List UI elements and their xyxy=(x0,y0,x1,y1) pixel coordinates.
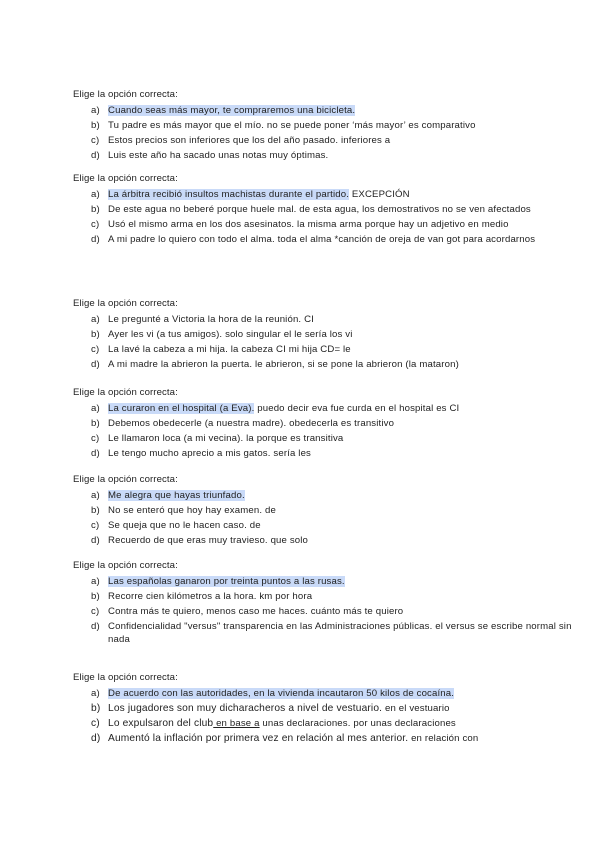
question-4 xyxy=(73,387,573,462)
option-note: toda el alma *canción de oreja de van got para acordarnos xyxy=(274,234,536,245)
option-note: km por hora xyxy=(256,591,313,602)
option-text: Tu padre es más mayor que el mío. xyxy=(108,120,265,131)
question-prompt: Elige la opción correcta: xyxy=(73,387,178,398)
option-b[interactable]: b) De este agua no beberé porque huele mal. de esta agua, los demostrativos no se ven afectados xyxy=(91,204,531,215)
option-c[interactable]: c) Contra más te quiero, menos caso me haces. cuánto más te quiero xyxy=(91,606,404,617)
option-c[interactable]: c) Se queja que no le hacen caso. de xyxy=(91,520,261,531)
question-prompt: Elige la opción correcta: xyxy=(73,298,178,309)
option-c[interactable]: c) Estos precios son inferiores que los del año pasado. inferiores a xyxy=(91,135,391,146)
option-text: La árbitra recibió insultos machistas durante el partido. xyxy=(108,189,350,200)
option-text: Contra más te quiero, menos caso me haces. xyxy=(108,606,308,617)
option-d[interactable]: d) Confidencialidad "versus" transparencia en las Administraciones públicas. el versus se escribe normal sin nada xyxy=(91,621,572,646)
question-3 xyxy=(73,298,573,373)
option-text: Cuando seas más mayor, te compraremos una bicicleta. xyxy=(108,105,356,116)
option-text: Recuerdo de que eras muy travieso. xyxy=(108,535,268,546)
option-b[interactable]: b) Tu padre es más mayor que el mío. no se puede poner ‘más mayor’ es comparativo xyxy=(91,120,476,131)
option-note: le abrieron, si se pone la abrieron (la mataron) xyxy=(252,359,459,370)
option-note: en relación con xyxy=(408,733,479,744)
option-note: de xyxy=(262,505,276,516)
option-text: La lavé la cabeza a mi hija. xyxy=(108,344,228,355)
option-a[interactable]: a) De acuerdo con las autoridades, en la vivienda incautaron 50 kilos de cocaína. xyxy=(91,688,455,699)
option-text: Aumentó la inflación por primera vez en relación al mes anterior. xyxy=(108,733,409,744)
option-c[interactable]: c) Usó el mismo arma en los dos asesinatos. la misma arma porque hay un adjetivo en medio xyxy=(91,219,509,230)
option-note: la misma arma porque hay un adjetivo en medio xyxy=(294,219,509,230)
option-b[interactable]: b) Recorre cien kilómetros a la hora. km por hora xyxy=(91,591,313,602)
option-c[interactable]: c) Lo expulsaron del club en base a unas declaraciones. por unas declaraciones xyxy=(91,718,456,729)
option-b[interactable]: b) Ayer les vi (a tus amigos). solo singular el le sería los vi xyxy=(91,329,353,340)
question-7 xyxy=(73,672,573,747)
option-b[interactable]: b) Los jugadores son muy dicharacheros a nivel de vestuario. en el vestuario xyxy=(91,703,450,714)
option-note: cuánto más te quiero xyxy=(307,606,404,617)
option-text: Debemos obedecerle (a nuestra madre). xyxy=(108,418,287,429)
option-text: A mi madre la abrieron la puerta. xyxy=(108,359,253,370)
option-text: Me alegra que hayas triunfado. xyxy=(108,490,245,501)
option-note: inferiores a xyxy=(338,135,391,146)
option-note: la porque es transitiva xyxy=(243,433,344,444)
option-text: Luis este año ha sacado unas notas muy óptimas. xyxy=(108,150,329,161)
question-5 xyxy=(73,474,573,549)
option-note: EXCEPCIÓN xyxy=(349,189,410,200)
option-text: Los jugadores son muy dicharacheros a nivel de vestuario. xyxy=(108,703,383,714)
option-text: Se queja que no le hacen caso. xyxy=(108,520,247,531)
option-text: A mi padre lo quiero con todo el alma. xyxy=(108,234,275,245)
option-text: Le llamaron loca (a mi vecina). xyxy=(108,433,244,444)
option-underlined: en base a xyxy=(213,718,260,729)
option-note: que solo xyxy=(267,535,309,546)
option-note: CI xyxy=(301,314,314,325)
question-prompt: Elige la opción correcta: xyxy=(73,672,178,683)
option-note: por unas declaraciones xyxy=(350,718,456,729)
option-text: Lo expulsaron del club xyxy=(108,718,214,729)
option-text: La curaron en el hospital (a Eva). xyxy=(108,403,255,414)
question-prompt: Elige la opción correcta: xyxy=(73,173,178,184)
option-note: de xyxy=(246,520,261,531)
option-note: sería les xyxy=(270,448,312,459)
option-text: Las españolas ganaron por treinta puntos a las rusas. xyxy=(108,576,345,587)
option-note: no se puede poner ‘más mayor’ es comparativo xyxy=(264,120,476,131)
option-note: la cabeza CI mi hija CD= le xyxy=(227,344,351,355)
option-note: en el vestuario xyxy=(382,703,450,714)
option-a[interactable]: a) La curaron en el hospital (a Eva). puedo decir eva fue curda en el hospital es CI xyxy=(91,403,460,414)
question-1 xyxy=(73,89,573,164)
option-text: De este agua no beberé porque huele mal. xyxy=(108,204,297,215)
option-b[interactable]: b) No se enteró que hoy hay examen. de xyxy=(91,505,276,516)
option-text: Le pregunté a Victoria la hora de la reunión. xyxy=(108,314,302,325)
option-d[interactable]: d) A mi madre la abrieron la puerta. le abrieron, si se pone la abrieron (la mataron) xyxy=(91,359,459,370)
question-prompt: Elige la opción correcta: xyxy=(73,474,178,485)
option-b[interactable]: b) Debemos obedecerle (a nuestra madre). obedecerla es transitivo xyxy=(91,418,395,429)
option-text: Confidencialidad "versus" transparencia en las Administraciones públicas. xyxy=(108,621,433,632)
option-text: De acuerdo con las autoridades, en la vivienda incautaron 50 kilos de cocaína. xyxy=(108,688,455,699)
option-c[interactable]: c) Le llamaron loca (a mi vecina). la porque es transitiva xyxy=(91,433,344,444)
option-d[interactable]: d) A mi padre lo quiero con todo el alma. toda el alma *canción de oreja de van got para acordarnos xyxy=(91,234,536,245)
option-c[interactable]: c) La lavé la cabeza a mi hija. la cabeza CI mi hija CD= le xyxy=(91,344,351,355)
option-a[interactable]: a) Las españolas ganaron por treinta puntos a las rusas. xyxy=(91,576,345,587)
option-a[interactable]: a) Me alegra que hayas triunfado. xyxy=(91,490,245,501)
option-d[interactable]: d) Le tengo mucho aprecio a mis gatos. sería les xyxy=(91,448,312,459)
question-prompt: Elige la opción correcta: xyxy=(73,89,178,100)
option-a[interactable]: a) Le pregunté a Victoria la hora de la reunión. CI xyxy=(91,314,314,325)
question-2 xyxy=(73,173,573,248)
option-text: Ayer les vi (a tus amigos). xyxy=(108,329,223,340)
option-note: obedecerla es transitivo xyxy=(286,418,395,429)
option-note: de esta agua, los demostrativos no se ven afectados xyxy=(296,204,531,215)
question-prompt: Elige la opción correcta: xyxy=(73,560,178,571)
question-6 xyxy=(73,560,573,648)
option-note: solo singular el le sería los vi xyxy=(222,329,353,340)
option-text: Le tengo mucho aprecio a mis gatos. xyxy=(108,448,271,459)
option-note: el versus se escribe normal sin nada xyxy=(108,621,572,646)
option-text-after: unas declaraciones. xyxy=(259,718,351,729)
option-d[interactable]: d) Recuerdo de que eras muy travieso. que solo xyxy=(91,535,309,546)
option-text: Usó el mismo arma en los dos asesinatos. xyxy=(108,219,295,230)
option-text: Estos precios son inferiores que los del año pasado. xyxy=(108,135,339,146)
option-a[interactable]: a) La árbitra recibió insultos machistas durante el partido. EXCEPCIÓN xyxy=(91,189,410,200)
option-text: No se enteró que hoy hay examen. xyxy=(108,505,263,516)
option-text: Recorre cien kilómetros a la hora. xyxy=(108,591,257,602)
option-d[interactable]: d) Aumentó la inflación por primera vez en relación al mes anterior. en relación con xyxy=(91,733,479,744)
option-note: puedo decir eva fue curda en el hospital es CI xyxy=(254,403,460,414)
option-d[interactable]: d) Luis este año ha sacado unas notas muy óptimas. xyxy=(91,150,329,161)
option-a[interactable]: a) Cuando seas más mayor, te compraremos una bicicleta. xyxy=(91,105,356,116)
